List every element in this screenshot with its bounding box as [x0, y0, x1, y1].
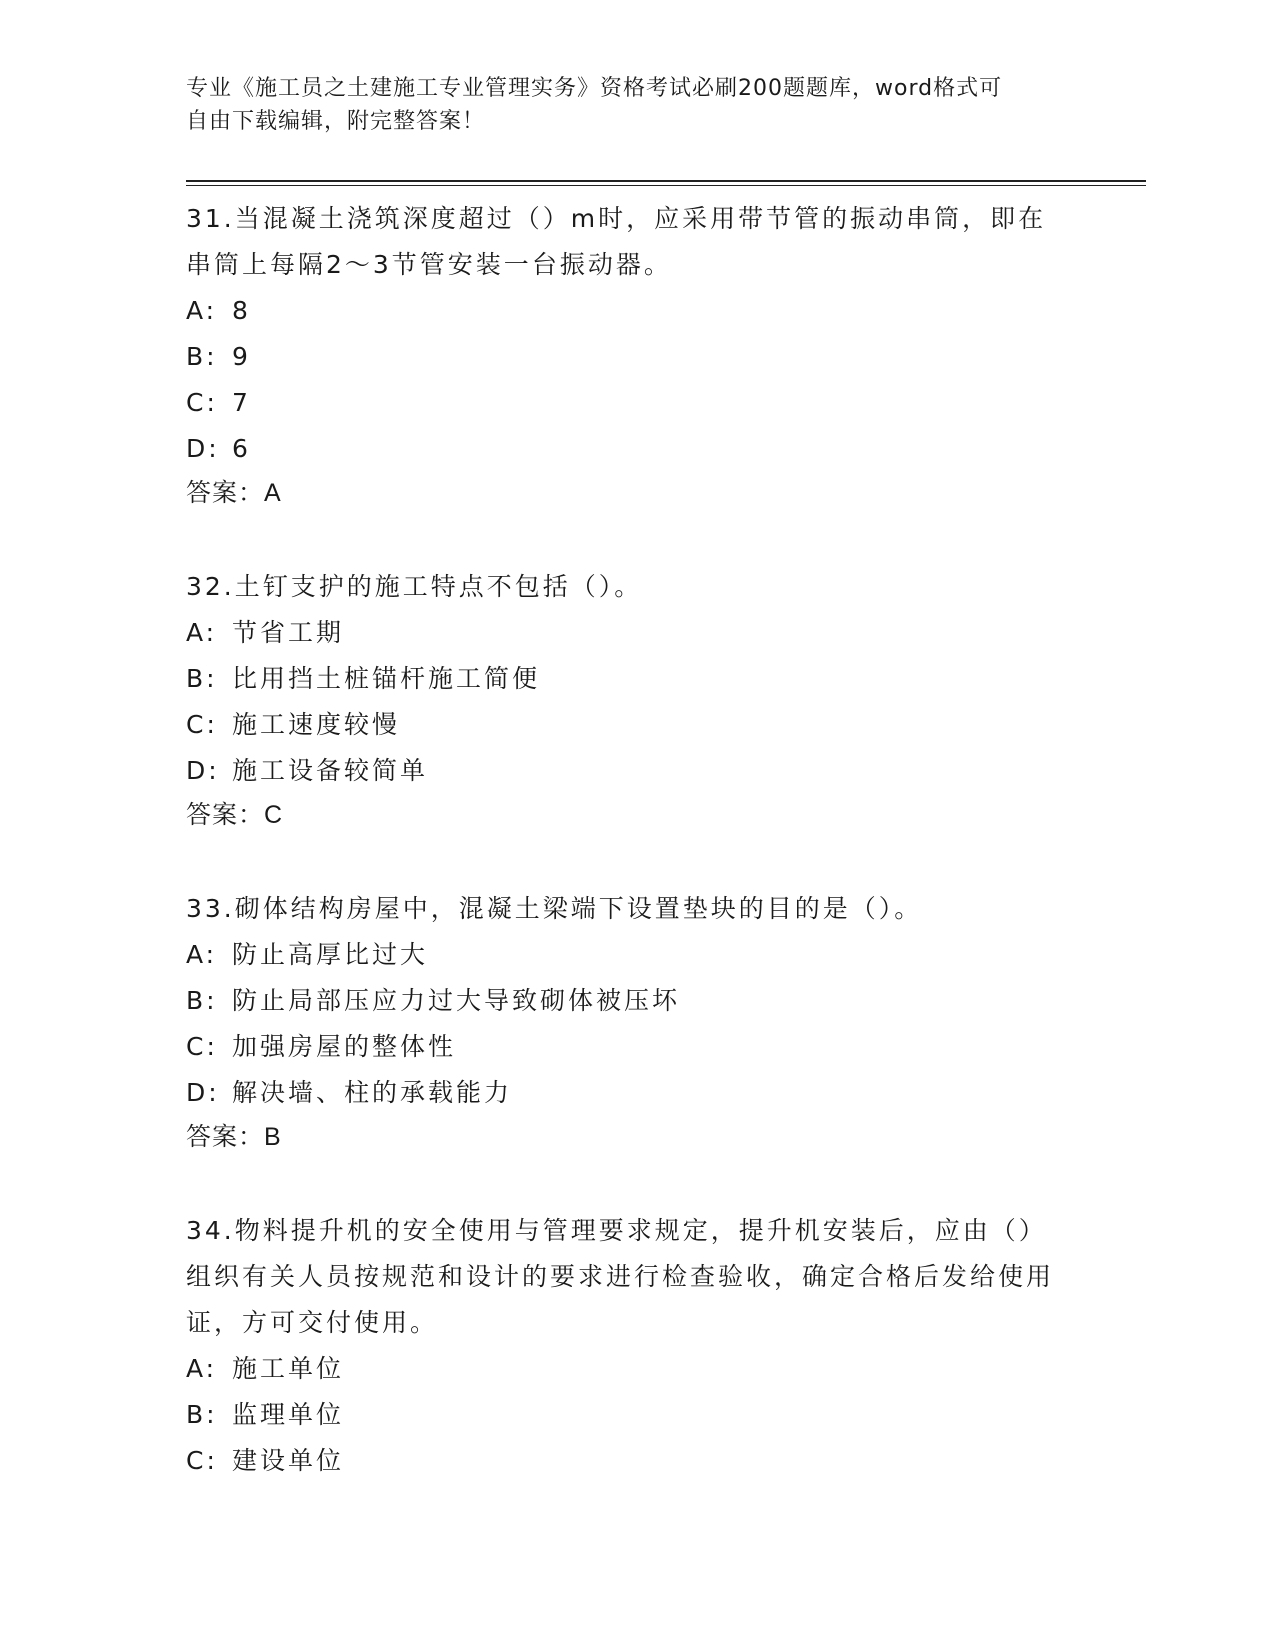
- option-d: [186, 748, 1146, 794]
- answer-line: 答案：C: [186, 801, 284, 829]
- option-a: [186, 932, 1146, 978]
- option-text: 节省工期: [232, 618, 345, 647]
- option-text: 解决墙、柱的承载能力: [232, 1078, 513, 1107]
- option-text: 监理单位: [232, 1400, 345, 1429]
- option-c: [186, 1024, 1146, 1070]
- option-text: 防止高厚比过大: [232, 940, 429, 969]
- option-text: 防止局部压应力过大导致砌体被压坏: [232, 986, 681, 1015]
- option-b: [186, 334, 1146, 380]
- option-label: C:: [186, 1032, 218, 1061]
- option-label: B:: [186, 342, 218, 371]
- option-label: B:: [186, 986, 218, 1015]
- option-text: 施工速度较慢: [232, 710, 401, 739]
- question-stem: 32.土钉支护的施工特点不包括（）。: [186, 572, 643, 601]
- header-line-2: 自由下载编辑，附完整答案！: [186, 109, 486, 134]
- option-text: 9: [232, 342, 251, 371]
- option-label: C:: [186, 388, 218, 417]
- document-header: [186, 72, 1066, 138]
- option-c: [186, 702, 1146, 748]
- option-label: A:: [186, 618, 218, 647]
- answer-line: 答案：A: [186, 479, 282, 507]
- option-label: A:: [186, 940, 218, 969]
- option-b: [186, 1392, 1146, 1438]
- question-stem: 34.物料提升机的安全使用与管理要求规定，提升机安装后，应由（）组织有关人员按规范和设计的要求进行检查验收，确定合格后发给使用证，方可交付使用。: [186, 1216, 1055, 1337]
- option-a: [186, 1346, 1146, 1392]
- option-label: A:: [186, 1354, 218, 1383]
- option-text: 6: [232, 434, 251, 463]
- option-label: A:: [186, 296, 218, 325]
- option-label: D:: [186, 756, 220, 785]
- option-text: 比用挡土桩锚杆施工简便: [232, 664, 541, 693]
- option-text: 8: [232, 296, 251, 325]
- option-label: C:: [186, 710, 218, 739]
- option-text: 建设单位: [232, 1446, 345, 1475]
- question-33: [186, 886, 1146, 1158]
- document-page: [186, 72, 1146, 1534]
- option-a: [186, 610, 1146, 656]
- option-text: 施工设备较简单: [232, 756, 429, 785]
- option-label: D:: [186, 434, 220, 463]
- answer-line: 答案：B: [186, 1123, 282, 1151]
- option-text: 加强房屋的整体性: [232, 1032, 457, 1061]
- option-d: [186, 426, 1146, 472]
- option-label: B:: [186, 664, 218, 693]
- header-line-1: 专业《施工员之土建施工专业管理实务》资格考试必刷200题题库，word格式可: [186, 76, 1003, 101]
- question-34: [186, 1208, 1146, 1484]
- option-d: [186, 1070, 1146, 1116]
- option-label: D:: [186, 1078, 220, 1107]
- option-text: 施工单位: [232, 1354, 345, 1383]
- question-list: [186, 196, 1146, 1484]
- option-b: [186, 978, 1146, 1024]
- option-label: C:: [186, 1446, 218, 1475]
- option-c: [186, 1438, 1146, 1484]
- question-31: [186, 196, 1146, 514]
- question-stem: 31.当混凝土浇筑深度超过（）m时，应采用带节管的振动串筒，即在串筒上每隔2～3节管安装一台振动器。: [186, 204, 1047, 279]
- question-stem: 33.砌体结构房屋中，混凝土梁端下设置垫块的目的是（）。: [186, 894, 923, 923]
- option-text: 7: [232, 388, 251, 417]
- option-a: [186, 288, 1146, 334]
- option-label: B:: [186, 1400, 218, 1429]
- option-c: [186, 380, 1146, 426]
- question-32: [186, 564, 1146, 836]
- option-b: [186, 656, 1146, 702]
- header-divider: [186, 180, 1146, 186]
